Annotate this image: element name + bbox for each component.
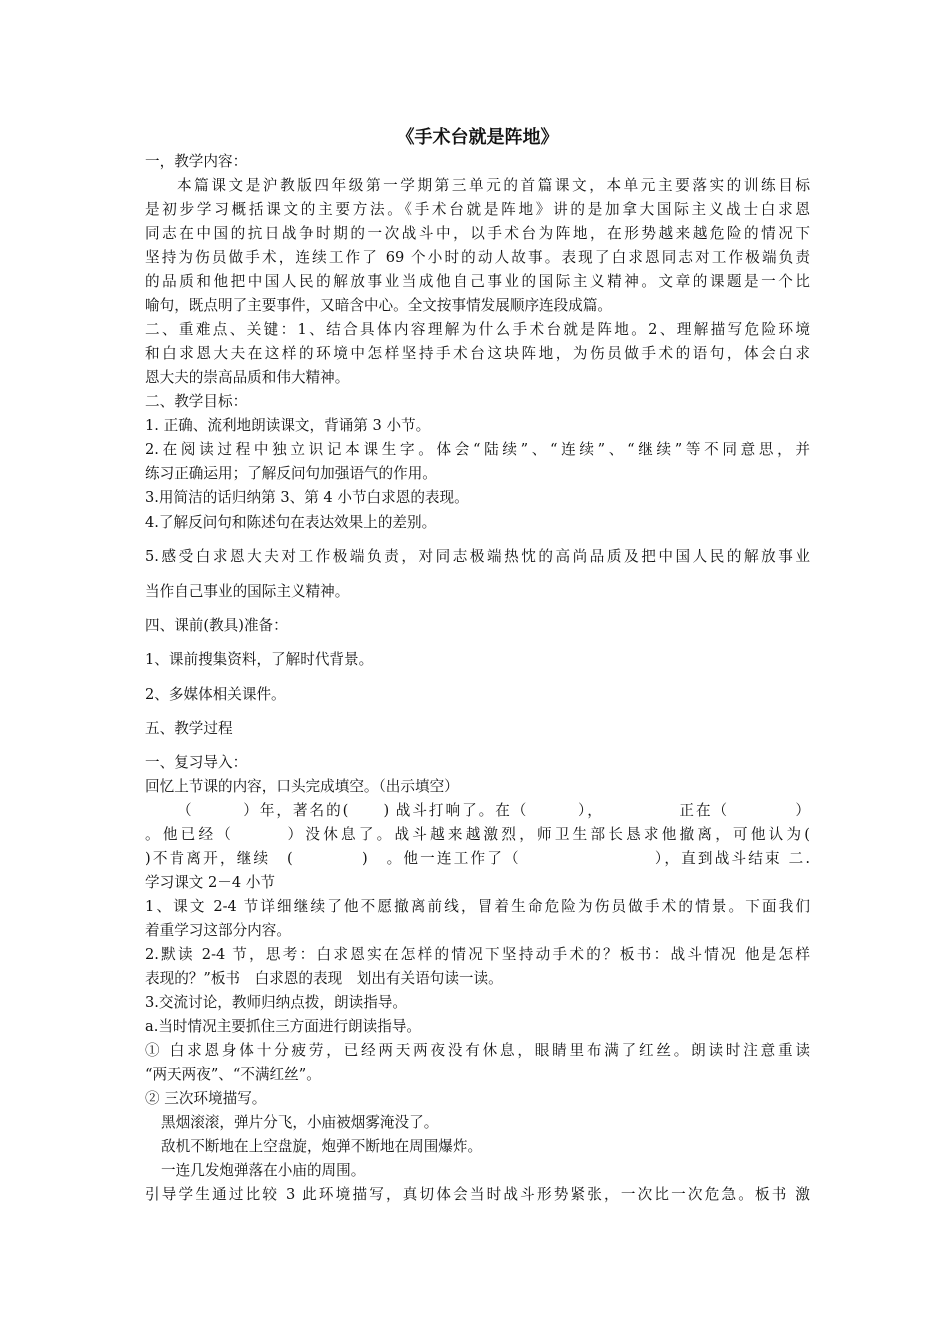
quoted-sentence: 敌机不断地在上空盘旋，炮弹不断地在周围爆炸。 (161, 1138, 483, 1155)
section-heading-process: 五、教学过程 (145, 720, 233, 737)
paragraph-line: 坚持为伤员做手术，连续工作了 69 个小时的动人故事。表现了白求恩同志对工作极端负责 (145, 249, 810, 266)
objective-item: 5.感受白求恩大夫对工作极端负责，对同志极端热忱的高尚品质及把中国人民的解放事业 (145, 548, 810, 565)
objective-item: 1. 正确、流利地朗读课文，背诵第 3 小节。 (145, 417, 431, 434)
section-heading-preparation: 四、课前(教具)准备： (145, 617, 288, 634)
subsection-heading-review: 一、复习导入： (145, 754, 248, 771)
fill-in-blank-line: )不肯离开，继续 ( ) 。他一连工作了（ ），直到战斗结束 二. (145, 850, 810, 867)
objective-item: 4.了解反问句和陈述句在表达效果上的差别。 (145, 514, 437, 531)
preparation-item: 2、多媒体相关课件。 (145, 686, 286, 703)
quoted-sentence: 黑烟滚滚，弹片分飞，小庙被烟雾淹没了。 (161, 1114, 439, 1131)
objective-item: 2.在阅读过程中独立识记本课生字。体会“陆续”、“连续”、“继续”等不同意思，并 (145, 441, 810, 458)
paragraph-line: 本篇课文是沪教版四年级第一学期第三单元的首篇课文，本单元主要落实的训练目标 (177, 177, 810, 194)
paragraph-line: 表现的？”板书 白求恩的表现 划出有关语句读一读。 (145, 970, 503, 987)
paragraph-line: 1、课文 2-4 节详细继续了他不愿撤离前线，冒着生命危险为伤员做手术的情景。下面我们 (145, 898, 810, 915)
objective-item: 3.用简洁的话归纳第 3、第 4 小节白求恩的表现。 (145, 489, 469, 506)
section-heading-content: 一，教学内容： (145, 153, 248, 170)
quoted-sentence: 一连几发炮弹落在小庙的周围。 (161, 1162, 366, 1179)
paragraph-line: ① 白求恩身体十分疲劳，已经两天两夜没有休息，眼睛里布满了红丝。朗读时注意重读 (145, 1042, 810, 1059)
section-heading-objectives: 二、教学目标： (145, 393, 248, 410)
paragraph-line: 同志在中国的抗日战争时期的一次战斗中，以手术台为阵地，在形势越来越危险的情况下 (145, 225, 810, 242)
paragraph-line: 着重学习这部分内容。 (145, 922, 291, 939)
paragraph-line: “两天两夜”、“不满红丝”。 (145, 1066, 321, 1083)
paragraph-line: 2.默读 2-4 节，思考：白求恩实在怎样的情况下坚持动手术的？板书：战斗情况 他是怎样 (145, 946, 810, 963)
paragraph-line: 和白求恩大夫在这样的环境中怎样坚持手术台这块阵地，为伤员做手术的语句，体会白求 (145, 345, 810, 362)
paragraph-line: 是初步学习概括课文的主要方法。《手术台就是阵地》讲的是加拿大国际主义战士白求恩 (145, 201, 810, 218)
fill-in-blank-line: 。他已经（ ）没休息了。战斗越来越激烈，师卫生部长恳求他撤离，可他认为( (145, 826, 810, 843)
paragraph-line: a.当时情况主要抓住三方面进行朗读指导。 (145, 1018, 422, 1035)
document-title: 《手术台就是阵地》 (396, 127, 559, 148)
paragraph-line: 的品质和他把中国人民的解放事业当成他自己事业的国际主义精神。文章的课题是一个比 (145, 273, 810, 290)
paragraph-line: 3.交流讨论，教师归纳点拨，朗读指导。 (145, 994, 408, 1011)
objective-item-continued: 练习正确运用；了解反问句加强语气的作用。 (145, 465, 437, 482)
paragraph-line: ② 三次环境描写。 (145, 1090, 267, 1107)
subsection-heading-study: 学习课文 2－4 小节 (145, 874, 276, 891)
objective-item-continued: 当作自己事业的国际主义精神。 (145, 583, 350, 600)
section-heading-key-points: 二、重难点、关键：1、结合具体内容理解为什么手术台就是阵地。2、理解描写危险环境 (145, 321, 810, 338)
preparation-item: 1、课前搜集资料，了解时代背景。 (145, 651, 374, 668)
paragraph-line: 喻句，既点明了主要事件，又暗含中心。全文按事情发展顺序连段成篇。 (145, 297, 613, 314)
fill-in-blank-line: （ ）年，著名的( ) 战斗打响了。在（ ）， 正在（ ） (177, 802, 810, 819)
paragraph-line: 恩大夫的崇高品质和伟大精神。 (145, 369, 350, 386)
paragraph-line: 回忆上节课的内容，口头完成填空。（出示填空） (145, 778, 459, 795)
paragraph-line: 引导学生通过比较 3 此环境描写，真切体会当时战斗形势紧张，一次比一次危急。板书 激 (145, 1186, 810, 1203)
